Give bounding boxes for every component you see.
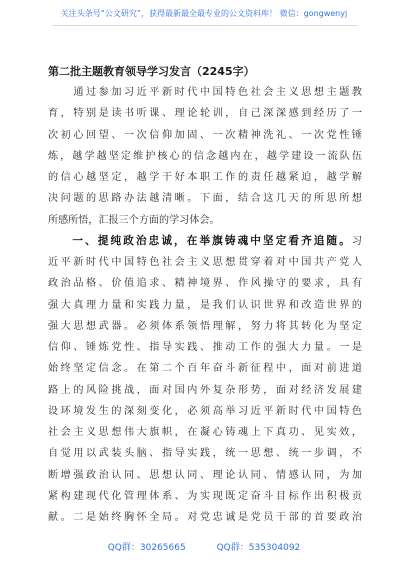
body-line: 的信心越坚定，越学干好本职工作的责任越紧迫，越学解 [48, 172, 362, 183]
footer-contacts [0, 540, 408, 553]
body-line: 自觉用以武装头脑、指导实践，统一思想、统一步调，不 [48, 448, 362, 460]
document-title: 第二批主题教育领导学习发言（2245字） [48, 65, 255, 78]
body-line: 献。二是始终胸怀全局。对党忠诚是党员干部的首要政治 [48, 512, 362, 523]
body-line: 紧构建现代化管理体系、为实现既定奋斗目标作出积极贡 [48, 490, 362, 502]
body-line: 所感所悟，汇报三个方面的学习体会。 [48, 214, 220, 226]
body-line: 设环境发生的深刻变化，必须高举习近平新时代中国特色 [48, 405, 362, 417]
body-line: 断增强政治认同、思想认同、理论认同、情感认同，为加 [48, 469, 362, 481]
body-line: 决问题的思路办法越清晰。下面，结合这几天的所思所想 [48, 193, 362, 205]
body-line: 育，特别是读书听课、理论轮训，自己深深感到经历了一 [48, 108, 362, 120]
body-line: 通过参加习近平新时代中国特色社会主义思想主题教 [73, 87, 362, 98]
body-line: 路上的风险挑战，面对国内外复杂形势，面对经济发展建 [48, 384, 362, 396]
body-line: 信仰、锤炼党性、指导实践、推动工作的强大力量。一是 [48, 342, 362, 353]
body-line: 强大真理力量和实践力量，是我们认识世界和改造世界的 [48, 299, 362, 311]
body-line: 次初心回望、一次信仰加固、一次精神洗礼、一次党性锤 [48, 129, 362, 141]
body-line: 强大思想武器。必须体系领悟理解，努力将其转化为坚定 [48, 320, 362, 332]
header-divider [52, 25, 358, 26]
document-body [48, 82, 362, 528]
footer-qq-group-1: QQ群：30265665 [107, 543, 186, 553]
body-line: 始终坚定信念。在第二个百年奋斗新征程中，面对前进道 [48, 363, 362, 375]
footer-qq-group-2: QQ群：535304092 [216, 543, 301, 553]
section-heading-line: 一、提纯政治忠诚，在举旗铸魂中坚定看齐追随。习 [72, 234, 362, 247]
section-heading: 一、提纯政治忠诚，在举旗铸魂中坚定看齐追随。 [72, 234, 352, 247]
body-line: 政治品格、价值追求、精神境界、作风操守的要求，具有 [48, 278, 362, 290]
body-line: 社会主义思想伟大旗帜，在凝心铸魂上下真功、见实效， [48, 427, 362, 438]
body-line: 近平新时代中国特色社会主义思想贯穿着对中国共产党人 [48, 257, 362, 268]
body-line: 炼，越学越坚定维护核心的信念越内在，越学建设一流队伍 [48, 150, 362, 162]
header-promo-text: 关注头条号“公文研究”，获得最新最全最专业的公文资料库！ 微信：gongwenyj [60, 9, 348, 18]
